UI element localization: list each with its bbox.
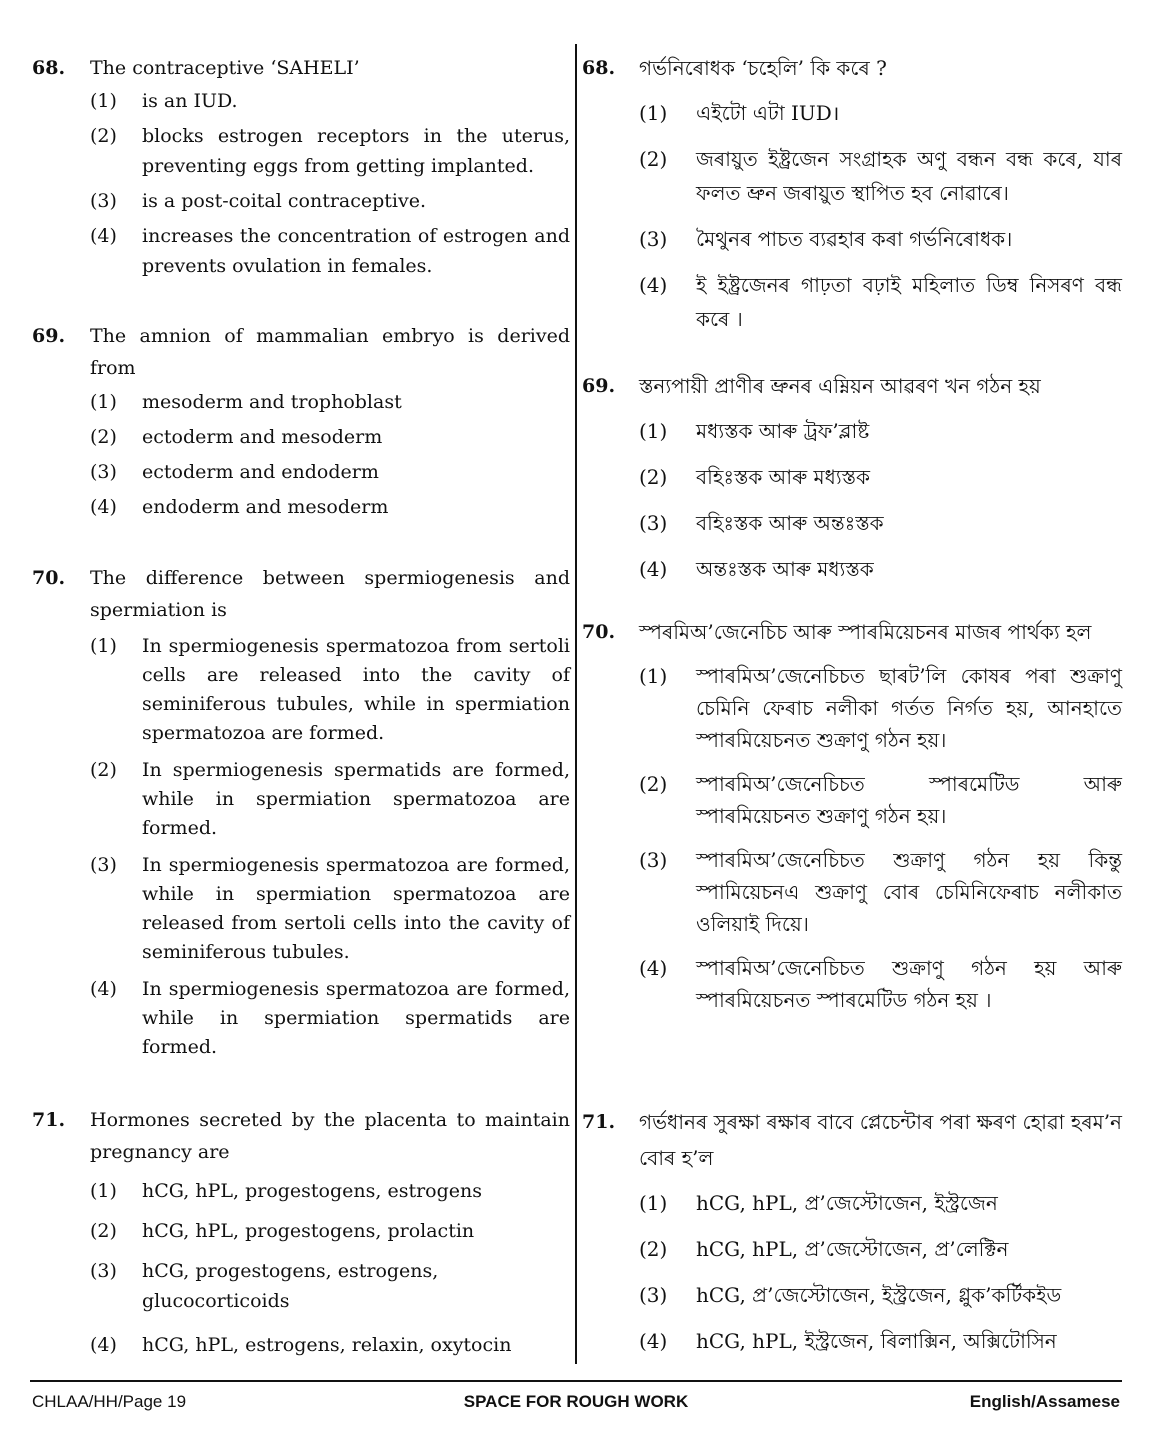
option-3: (3) বহিঃস্তক আৰু অন্তঃস্তক [639, 511, 884, 535]
question-number: 71. [582, 1111, 616, 1133]
option-3: (3) hCG, প্ৰ’জেস্টোজেন, ইস্ট্ৰজেন, গ্লুক’কৰ্টিকইড [639, 1283, 1062, 1307]
question-text: Hormones secreted by the placenta to maintain pregnancy are [90, 1109, 570, 1163]
question-70-as [582, 614, 1122, 1016]
column-divider [575, 44, 577, 1364]
question-number: 69. [32, 325, 66, 347]
question-text: গৰ্ভনিৰোধক ‘চহেলি’ কি কৰে ? [639, 56, 887, 80]
question-68-en [32, 52, 570, 281]
question-number: 68. [32, 57, 66, 79]
option-3: (3) hCG, progestogens, estrogens, glucocorticoids [90, 1260, 439, 1312]
option-1: (1) মধ্যস্তক আৰু ট্ৰফ’ব্লাষ্ট [639, 419, 870, 443]
option-1: (1) hCG, hPL, progestogens, estrogens [90, 1180, 483, 1202]
question-number: 70. [582, 621, 616, 643]
option-2: (2) hCG, hPL, progestogens, prolactin [90, 1220, 475, 1242]
question-text: The difference between spermiogenesis and spermiation is [90, 567, 570, 621]
question-number: 70. [32, 567, 66, 589]
option-1: (1) In spermiogenesis spermatozoa from sertoli cells are released into the cavity of seminiferous tubules, while in spermiation spermatozoa are formed. [90, 635, 570, 744]
option-4: (4) endoderm and mesoderm [90, 496, 389, 518]
option-2: (2) স্পাৰমিঅ’জেনেচিচত স্পাৰমেটিড আৰু স্পাৰমিয়েচনত শুক্ৰাণু গঠন হয়। [639, 772, 1122, 828]
option-3: (3) In spermiogenesis spermatozoa are formed, while in spermiation spermatozoa are released from sertoli cells into the cavity of seminiferous tubules. [90, 854, 570, 963]
option-1: (1) is an IUD. [90, 90, 238, 112]
option-1: (1) স্পাৰমিঅ’জেনেচিচত ছাৰট’লি কোষৰ পৰা শুক্ৰাণু চেমিনি ফেৰাচ নলীকা গৰ্তত নিৰ্গত হয়, আনহাতে স্পাৰমিয়েচনত শুক্ৰাণু গঠন হয়। [639, 664, 1122, 752]
question-text: The amnion of mammalian embryo is derived from [90, 325, 570, 379]
question-number: 71. [32, 1109, 66, 1131]
question-69-en [32, 320, 570, 522]
option-2: (2) In spermiogenesis spermatids are formed, while in spermiation spermatozoa are formed. [90, 759, 570, 839]
rough-work-label: SPACE FOR ROUGH WORK [463, 1392, 689, 1411]
option-2: (2) hCG, hPL, প্ৰ’জেস্টোজেন, প্ৰ’লেক্টিন [639, 1237, 1009, 1261]
question-number: 69. [582, 375, 616, 397]
option-4: (4) স্পাৰমিঅ’জেনেচিচত শুক্ৰাণু গঠন হয় আৰু স্পাৰমিয়েচনত স্পাৰমেটিড গঠন হয় । [639, 956, 1122, 1012]
option-3: (3) মৈথুনৰ পাচত ব্যৱহাৰ কৰা গৰ্ভনিৰোধক। [639, 227, 1013, 251]
question-71-en [32, 1104, 570, 1360]
page-code: CHLAA/HH/Page 19 [32, 1392, 187, 1411]
question-70-en [32, 562, 570, 1062]
option-2: (2) ectoderm and mesoderm [90, 426, 383, 448]
option-4: (4) অন্তঃস্তক আৰু মধ্যস্তক [639, 557, 874, 581]
option-2: (2) বহিঃস্তক আৰু মধ্যস্তক [639, 465, 870, 489]
option-4: (4) In spermiogenesis spermatozoa are formed, while in spermiation spermatids are formed. [90, 978, 570, 1058]
question-number: 68. [582, 57, 616, 79]
question-text: The contraceptive ‘SAHELI’ [90, 57, 360, 79]
language-label: English/Assamese [969, 1392, 1120, 1411]
question-text: গৰ্ভধানৰ সুৰক্ষা ৰক্ষাৰ বাবে প্লেচেন্টাৰ পৰা ক্ষৰণ হোৱা হৰম’ন বোৰ হ’ল [639, 1110, 1122, 1170]
option-4: (4) increases the concentration of estrogen and prevents ovulation in females. [90, 225, 570, 277]
option-2: (2) blocks estrogen receptors in the uterus, preventing eggs from getting implanted. [90, 125, 570, 177]
question-text: স্তন্যপায়ী প্ৰাণীৰ ভ্ৰুনৰ এম্নিয়ন আৱৰণ খন গঠন হয় [639, 374, 1041, 398]
option-3: (3) স্পাৰমিঅ’জেনেচিচত শুক্ৰাণু গঠন হয় কিন্তু স্পামিয়েচনএ শুক্ৰাণু বোৰ চেমিনিফেৰাচ নলীকাত ওলিয়াই দিয়ে। [639, 848, 1122, 936]
question-68-as [582, 50, 1122, 336]
option-4: (4) hCG, hPL, ইস্ট্ৰজেন, ৰিলাক্সিন, অক্সিটোসিন [639, 1329, 1057, 1353]
question-69-as [582, 368, 1122, 586]
option-1: (1) এইটো এটা IUD। [639, 101, 840, 125]
footer-rule [30, 1380, 1122, 1382]
option-1: (1) mesoderm and trophoblast [90, 391, 402, 413]
question-text: স্পৰমিঅ’জেনেচিচ আৰু স্পাৰমিয়েচনৰ মাজৰ পাৰ্থক্য হল [639, 620, 1092, 644]
option-3: (3) ectoderm and endoderm [90, 461, 379, 483]
question-71-as [582, 1104, 1122, 1358]
option-3: (3) is a post-coital contraceptive. [90, 190, 427, 212]
option-1: (1) hCG, hPL, প্ৰ’জেস্টোজেন, ইস্ট্ৰজেন [639, 1191, 998, 1215]
option-4: (4) hCG, hPL, estrogens, relaxin, oxytocin [90, 1334, 512, 1356]
option-4: (4) ই ইষ্ট্ৰজেনৰ গাঢ়তা বঢ়াই মহিলাত ডিম্ব নিসৰণ বন্ধ কৰে । [639, 273, 1122, 331]
option-2: (2) জৰায়ুত ইষ্ট্ৰজেন সংগ্ৰাহক অণু বন্ধন বন্ধ কৰে, যাৰ ফলত ভ্ৰুন জৰায়ুত স্থাপিত হব নোৱাৰে। [639, 147, 1122, 205]
